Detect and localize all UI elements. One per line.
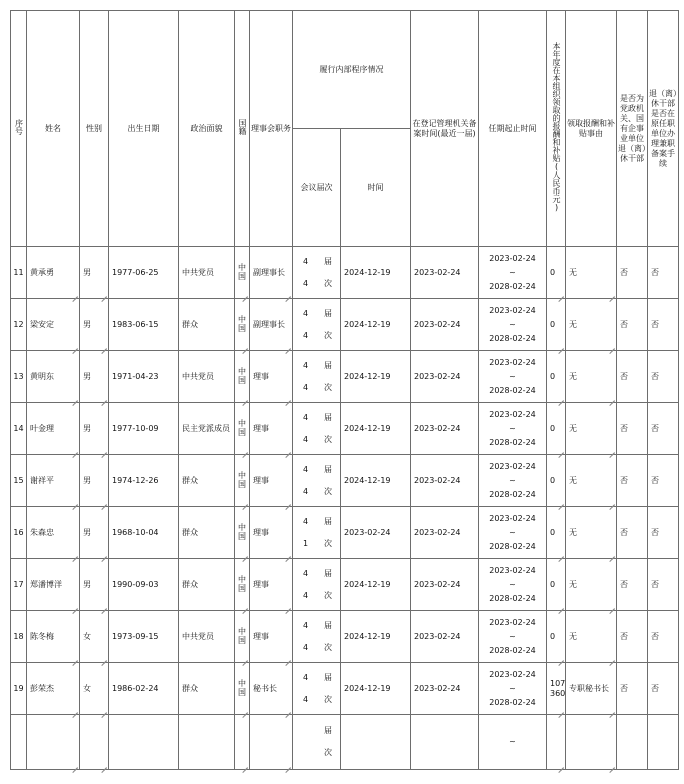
cell-filing-time[interactable]: 2023-02-24 — [411, 663, 479, 715]
cell-position[interactable]: 理事 — [250, 611, 293, 663]
cell-meeting[interactable]: 届 次 — [293, 715, 341, 770]
header-seq: 序号 — [11, 11, 27, 247]
cell-time[interactable]: 2024-12-19 — [341, 247, 411, 299]
cell-nationality[interactable]: 中 国 — [235, 611, 250, 663]
cell-gender[interactable] — [80, 715, 109, 770]
resize-handle-icon — [609, 343, 615, 349]
form-container — [10, 10, 676, 770]
cell-retired-filing[interactable]: 否 — [648, 351, 679, 403]
cell-meeting[interactable]: 4 届 4 次 — [293, 611, 341, 663]
resize-handle-icon — [101, 499, 107, 505]
cell-name[interactable]: 黄承勇 — [27, 247, 80, 299]
cell-meeting[interactable]: 4 届 4 次 — [293, 299, 341, 351]
table-row — [11, 559, 679, 611]
cell-pay-reason[interactable]: 无 — [566, 559, 617, 611]
cell-pay[interactable]: 0 — [547, 247, 566, 299]
cell-retired-cadre[interactable]: 否 — [617, 455, 648, 507]
resize-handle-icon — [285, 707, 291, 713]
resize-handle-icon — [101, 291, 107, 297]
resize-handle-icon — [101, 603, 107, 609]
cell-term[interactable]: 2023-02-24 ~ 2028-02-24 — [479, 351, 547, 403]
cell-term[interactable]: ~ — [479, 715, 547, 770]
header-pay-reason: 领取报酬和补贴事由 — [566, 11, 617, 247]
resize-handle-icon — [609, 395, 615, 401]
resize-handle-icon — [101, 395, 107, 401]
cell-retired-filing[interactable]: 否 — [648, 455, 679, 507]
header-gender: 性别 — [80, 11, 109, 247]
cell-time[interactable]: 2024-12-19 — [341, 403, 411, 455]
resize-handle-icon — [558, 551, 564, 557]
cell-pay[interactable]: 0 — [547, 611, 566, 663]
cell-birth-date[interactable]: 1983-06-15 — [109, 299, 179, 351]
cell-filing-time[interactable]: 2023-02-24 — [411, 403, 479, 455]
cell-birth-date[interactable] — [109, 715, 179, 770]
header-nationality: 国籍 — [235, 11, 250, 247]
cell-retired-cadre[interactable]: 否 — [617, 299, 648, 351]
cell-birth-date[interactable]: 1977-06-25 — [109, 247, 179, 299]
cell-gender[interactable]: 女 — [80, 611, 109, 663]
resize-handle-icon — [285, 343, 291, 349]
resize-handle-icon — [558, 447, 564, 453]
cell-name[interactable]: 黄明东 — [27, 351, 80, 403]
resize-handle-icon — [285, 447, 291, 453]
resize-handle-icon — [558, 291, 564, 297]
cell-name[interactable]: 叶金理 — [27, 403, 80, 455]
resize-handle-icon — [101, 655, 107, 661]
cell-time[interactable]: 2023-02-24 — [341, 507, 411, 559]
resize-handle-icon — [558, 707, 564, 713]
cell-birth-date[interactable]: 1973-09-15 — [109, 611, 179, 663]
cell-retired-cadre[interactable] — [617, 715, 648, 770]
cell-pay[interactable]: 0 — [547, 299, 566, 351]
cell-position[interactable]: 理事 — [250, 507, 293, 559]
cell-retired-cadre[interactable]: 否 — [617, 663, 648, 715]
cell-nationality[interactable]: 中 国 — [235, 299, 250, 351]
cell-seq[interactable]: 13 — [11, 351, 27, 403]
cell-retired-cadre[interactable]: 否 — [617, 351, 648, 403]
cell-politics[interactable]: 中共党员 — [179, 247, 235, 299]
cell-filing-time[interactable]: 2023-02-24 — [411, 299, 479, 351]
header-pay: 本年度在本组织领取的报酬和补贴(人民币元) — [547, 11, 566, 247]
cell-position[interactable]: 理事 — [250, 403, 293, 455]
cell-name[interactable]: 谢祥平 — [27, 455, 80, 507]
resize-handle-icon — [72, 447, 78, 453]
cell-pay-reason[interactable] — [566, 715, 617, 770]
cell-name[interactable]: 陈冬梅 — [27, 611, 80, 663]
resize-handle-icon — [285, 655, 291, 661]
table-row — [11, 403, 679, 455]
cell-retired-filing[interactable]: 否 — [648, 299, 679, 351]
cell-seq[interactable]: 12 — [11, 299, 27, 351]
council-members-table — [10, 10, 679, 770]
resize-handle-icon — [242, 395, 248, 401]
cell-retired-cadre[interactable]: 否 — [617, 403, 648, 455]
resize-handle-icon — [285, 395, 291, 401]
cell-filing-time[interactable] — [411, 715, 479, 770]
resize-handle-icon — [72, 655, 78, 661]
cell-seq[interactable]: 11 — [11, 247, 27, 299]
resize-handle-icon — [558, 499, 564, 505]
cell-retired-filing[interactable]: 否 — [648, 507, 679, 559]
cell-nationality[interactable]: 中 国 — [235, 663, 250, 715]
cell-nationality[interactable]: 中 国 — [235, 559, 250, 611]
header-council-position: 理事会职务 — [250, 11, 293, 247]
resize-handle-icon — [558, 395, 564, 401]
cell-politics[interactable] — [179, 715, 235, 770]
resize-handle-icon — [242, 707, 248, 713]
cell-term[interactable]: 2023-02-24 ~ 2028-02-24 — [479, 611, 547, 663]
cell-time[interactable]: 2024-12-19 — [341, 351, 411, 403]
cell-meeting[interactable]: 4 届 4 次 — [293, 663, 341, 715]
cell-pay[interactable]: 0 — [547, 403, 566, 455]
cell-nationality[interactable]: 中 国 — [235, 507, 250, 559]
table-row — [11, 611, 679, 663]
cell-nationality[interactable]: 中 国 — [235, 455, 250, 507]
cell-pay-reason[interactable]: 专职秘书长 — [566, 663, 617, 715]
resize-handle-icon — [101, 762, 107, 768]
resize-handle-icon — [101, 707, 107, 713]
header-name: 姓名 — [27, 11, 80, 247]
resize-handle-icon — [101, 551, 107, 557]
header-birth-date: 出生日期 — [109, 11, 179, 247]
cell-politics[interactable]: 中共党员 — [179, 351, 235, 403]
resize-handle-icon — [285, 603, 291, 609]
cell-nationality[interactable]: 中 国 — [235, 247, 250, 299]
cell-seq[interactable] — [11, 715, 27, 770]
cell-gender[interactable]: 男 — [80, 507, 109, 559]
resize-handle-icon — [558, 603, 564, 609]
cell-position[interactable] — [250, 715, 293, 770]
cell-seq[interactable]: 16 — [11, 507, 27, 559]
resize-handle-icon — [101, 343, 107, 349]
cell-position[interactable]: 秘书长 — [250, 663, 293, 715]
cell-gender[interactable]: 男 — [80, 455, 109, 507]
cell-term[interactable]: 2023-02-24 ~ 2028-02-24 — [479, 663, 547, 715]
table-row — [11, 455, 679, 507]
cell-retired-filing[interactable] — [648, 715, 679, 770]
cell-filing-time[interactable]: 2023-02-24 — [411, 507, 479, 559]
table-row — [11, 351, 679, 403]
resize-handle-icon — [72, 343, 78, 349]
header-retired-cadre: 是否为党政机关、国有企事业单位退（离）休干部 — [617, 11, 648, 247]
resize-handle-icon — [558, 655, 564, 661]
resize-handle-icon — [285, 551, 291, 557]
cell-filing-time[interactable]: 2023-02-24 — [411, 351, 479, 403]
cell-position[interactable]: 副理事长 — [250, 247, 293, 299]
table-row — [11, 299, 679, 351]
cell-pay[interactable] — [547, 715, 566, 770]
cell-filing-time[interactable]: 2023-02-24 — [411, 247, 479, 299]
cell-gender[interactable]: 男 — [80, 351, 109, 403]
cell-gender[interactable]: 女 — [80, 663, 109, 715]
cell-seq[interactable]: 15 — [11, 455, 27, 507]
cell-retired-filing[interactable]: 否 — [648, 559, 679, 611]
cell-meeting[interactable]: 4 届 4 次 — [293, 247, 341, 299]
cell-retired-filing[interactable]: 否 — [648, 611, 679, 663]
cell-birth-date[interactable]: 1986-02-24 — [109, 663, 179, 715]
cell-pay-reason[interactable]: 无 — [566, 403, 617, 455]
table-row — [11, 507, 679, 559]
resize-handle-icon — [609, 291, 615, 297]
cell-time[interactable]: 2024-12-19 — [341, 559, 411, 611]
cell-meeting[interactable]: 4 届 4 次 — [293, 403, 341, 455]
cell-term[interactable]: 2023-02-24 ~ 2028-02-24 — [479, 403, 547, 455]
header-filing-time: 在登记管理机关备案时间(最近一届) — [411, 11, 479, 247]
resize-handle-icon — [242, 499, 248, 505]
cell-filing-time[interactable]: 2023-02-24 — [411, 611, 479, 663]
cell-birth-date[interactable]: 1990-09-03 — [109, 559, 179, 611]
resize-handle-icon — [72, 395, 78, 401]
cell-filing-time[interactable]: 2023-02-24 — [411, 455, 479, 507]
cell-position[interactable]: 理事 — [250, 559, 293, 611]
cell-birth-date[interactable]: 1977-10-09 — [109, 403, 179, 455]
cell-gender[interactable]: 男 — [80, 559, 109, 611]
cell-politics[interactable]: 民主党派成员 — [179, 403, 235, 455]
cell-retired-filing[interactable]: 否 — [648, 247, 679, 299]
resize-handle-icon — [242, 447, 248, 453]
resize-handle-icon — [72, 603, 78, 609]
resize-handle-icon — [609, 707, 615, 713]
cell-pay[interactable]: 0 — [547, 351, 566, 403]
cell-nationality[interactable]: 中 国 — [235, 403, 250, 455]
cell-pay[interactable]: 107 360 — [547, 663, 566, 715]
header-meeting: 会议届次 — [293, 129, 341, 247]
cell-pay-reason[interactable]: 无 — [566, 507, 617, 559]
cell-nationality[interactable] — [235, 715, 250, 770]
cell-name[interactable]: 梁安定 — [27, 299, 80, 351]
cell-pay-reason[interactable]: 无 — [566, 611, 617, 663]
cell-term[interactable]: 2023-02-24 ~ 2028-02-24 — [479, 455, 547, 507]
cell-pay-reason[interactable]: 无 — [566, 351, 617, 403]
header-politics: 政治面貌 — [179, 11, 235, 247]
resize-handle-icon — [72, 551, 78, 557]
resize-handle-icon — [242, 762, 248, 768]
cell-politics[interactable]: 群众 — [179, 663, 235, 715]
cell-politics[interactable]: 群众 — [179, 559, 235, 611]
resize-handle-icon — [72, 762, 78, 768]
cell-term[interactable]: 2023-02-24 ~ 2028-02-24 — [479, 559, 547, 611]
cell-retired-cadre[interactable]: 否 — [617, 559, 648, 611]
resize-handle-icon — [242, 655, 248, 661]
cell-retired-filing[interactable]: 否 — [648, 403, 679, 455]
cell-time[interactable]: 2024-12-19 — [341, 611, 411, 663]
cell-seq[interactable]: 17 — [11, 559, 27, 611]
cell-politics[interactable]: 群众 — [179, 507, 235, 559]
cell-time[interactable] — [341, 715, 411, 770]
resize-handle-icon — [558, 343, 564, 349]
cell-seq[interactable]: 18 — [11, 611, 27, 663]
cell-term[interactable]: 2023-02-24 ~ 2028-02-24 — [479, 299, 547, 351]
cell-term[interactable]: 2023-02-24 ~ 2028-02-24 — [479, 247, 547, 299]
header-retired-filing: 退（离）休干部是否在原任职单位办理兼职备案手续 — [648, 11, 679, 247]
resize-handle-icon — [242, 291, 248, 297]
header-time: 时间 — [341, 129, 411, 247]
cell-pay-reason[interactable]: 无 — [566, 455, 617, 507]
cell-filing-time[interactable]: 2023-02-24 — [411, 559, 479, 611]
cell-position[interactable]: 副理事长 — [250, 299, 293, 351]
resize-handle-icon — [609, 447, 615, 453]
cell-meeting[interactable]: 4 届 4 次 — [293, 455, 341, 507]
cell-politics[interactable]: 中共党员 — [179, 611, 235, 663]
header-internal-procedure: 履行内部程序情况 — [293, 11, 411, 129]
resize-handle-icon — [285, 762, 291, 768]
resize-handle-icon — [242, 551, 248, 557]
table-body — [11, 247, 679, 770]
cell-time[interactable]: 2024-12-19 — [341, 663, 411, 715]
cell-retired-cadre[interactable]: 否 — [617, 611, 648, 663]
cell-politics[interactable]: 群众 — [179, 299, 235, 351]
cell-pay[interactable]: 0 — [547, 559, 566, 611]
cell-meeting[interactable]: 4 届 4 次 — [293, 351, 341, 403]
cell-meeting[interactable]: 4 届 4 次 — [293, 559, 341, 611]
resize-handle-icon — [101, 447, 107, 453]
cell-seq[interactable]: 14 — [11, 403, 27, 455]
cell-birth-date[interactable]: 1971-04-23 — [109, 351, 179, 403]
resize-handle-icon — [72, 707, 78, 713]
resize-handle-icon — [72, 499, 78, 505]
resize-handle-icon — [242, 343, 248, 349]
cell-nationality[interactable]: 中 国 — [235, 351, 250, 403]
cell-position[interactable]: 理事 — [250, 455, 293, 507]
cell-time[interactable]: 2024-12-19 — [341, 299, 411, 351]
cell-gender[interactable]: 男 — [80, 247, 109, 299]
cell-seq[interactable]: 19 — [11, 663, 27, 715]
resize-handle-icon — [609, 603, 615, 609]
cell-politics[interactable]: 群众 — [179, 455, 235, 507]
cell-pay[interactable]: 0 — [547, 507, 566, 559]
cell-retired-cadre[interactable]: 否 — [617, 507, 648, 559]
resize-handle-icon — [285, 291, 291, 297]
cell-meeting[interactable]: 4 届 1 次 — [293, 507, 341, 559]
cell-birth-date[interactable]: 1968-10-04 — [109, 507, 179, 559]
cell-retired-cadre[interactable]: 否 — [617, 247, 648, 299]
resize-handle-icon — [285, 499, 291, 505]
cell-name[interactable]: 朱森忠 — [27, 507, 80, 559]
table-row — [11, 715, 679, 770]
cell-retired-filing[interactable]: 否 — [648, 663, 679, 715]
resize-handle-icon — [609, 655, 615, 661]
cell-pay[interactable]: 0 — [547, 455, 566, 507]
cell-gender[interactable]: 男 — [80, 403, 109, 455]
cell-name[interactable] — [27, 715, 80, 770]
resize-handle-icon — [242, 603, 248, 609]
resize-handle-icon — [558, 762, 564, 768]
cell-position[interactable]: 理事 — [250, 351, 293, 403]
cell-pay-reason[interactable]: 无 — [566, 247, 617, 299]
cell-birth-date[interactable]: 1974-12-26 — [109, 455, 179, 507]
cell-name[interactable]: 郑潘博洋 — [27, 559, 80, 611]
resize-handle-icon — [609, 499, 615, 505]
cell-time[interactable]: 2024-12-19 — [341, 455, 411, 507]
header-term: 任期起止时间 — [479, 11, 547, 247]
table-row — [11, 247, 679, 299]
resize-handle-icon — [72, 291, 78, 297]
cell-pay-reason[interactable]: 无 — [566, 299, 617, 351]
cell-name[interactable]: 彭荣杰 — [27, 663, 80, 715]
resize-handle-icon — [609, 762, 615, 768]
cell-gender[interactable]: 男 — [80, 299, 109, 351]
table-row — [11, 663, 679, 715]
resize-handle-icon — [609, 551, 615, 557]
cell-term[interactable]: 2023-02-24 ~ 2028-02-24 — [479, 507, 547, 559]
